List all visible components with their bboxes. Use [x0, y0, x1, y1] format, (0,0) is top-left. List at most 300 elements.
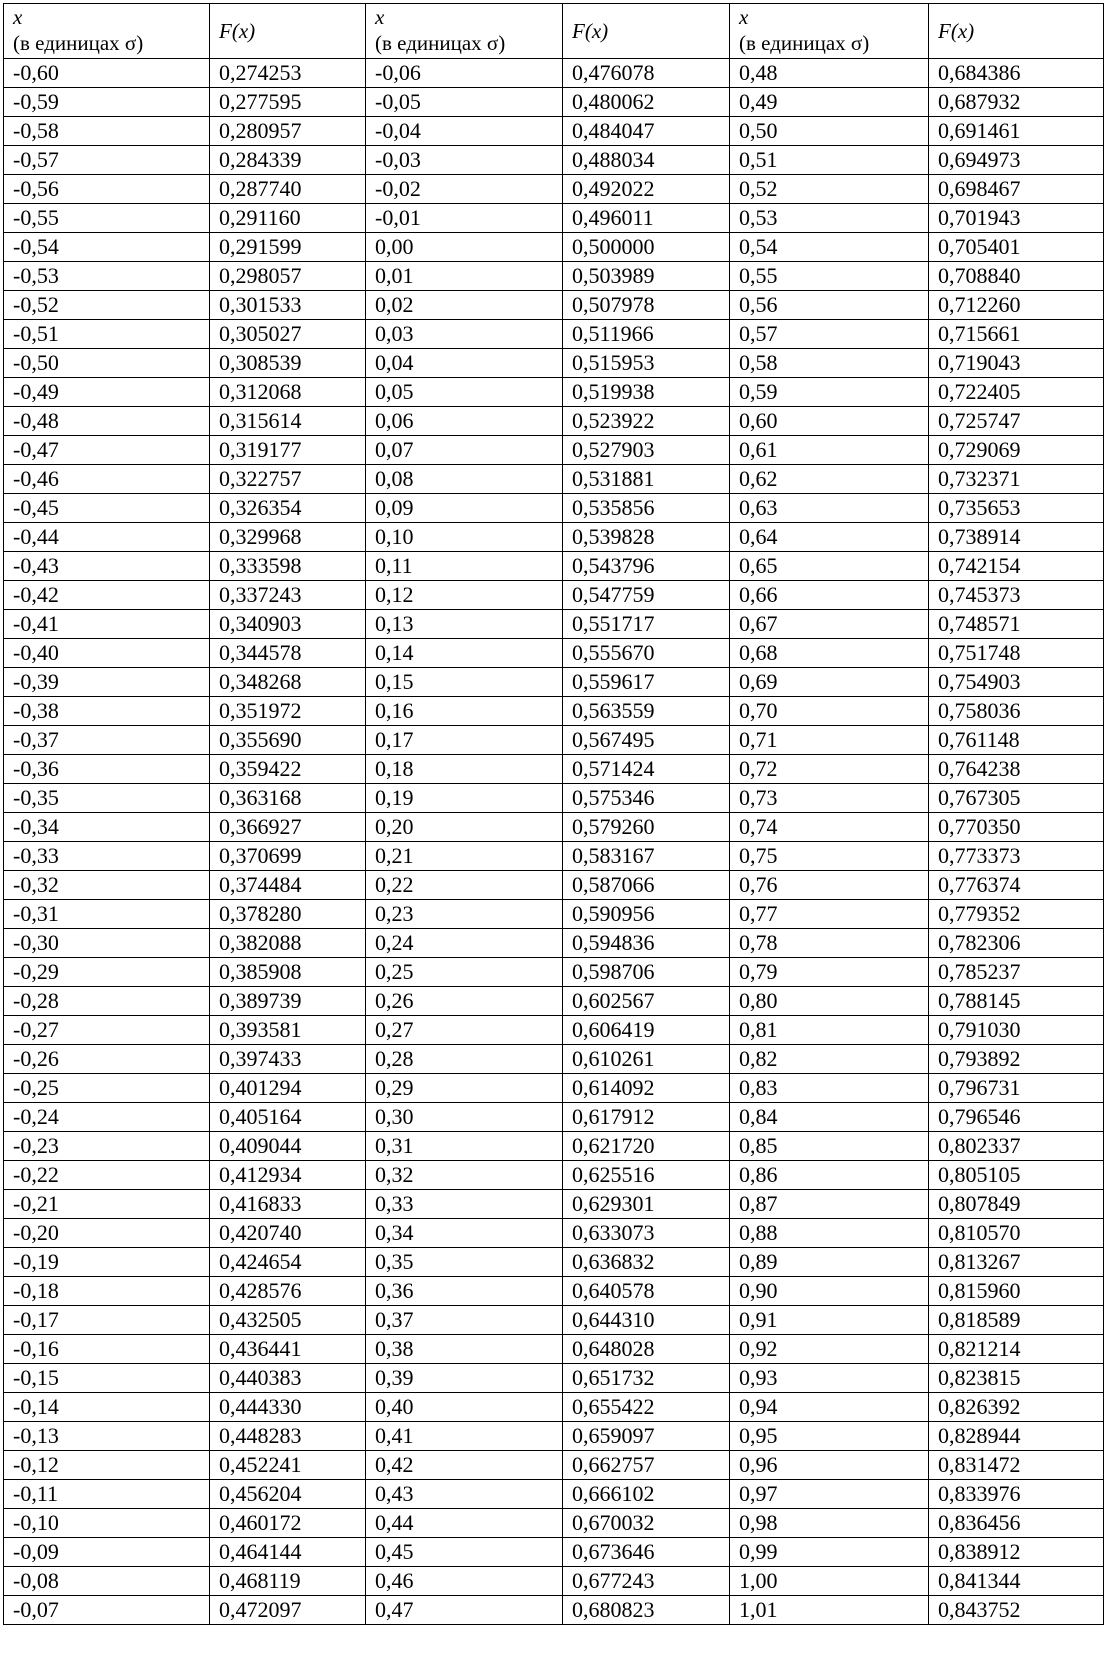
fx-cell: 0,823815	[929, 1364, 1104, 1393]
fx-cell: 0,815960	[929, 1277, 1104, 1306]
fx-cell: 0,274253	[210, 59, 366, 88]
fx-cell: 0,629301	[563, 1190, 730, 1219]
fx-cell: 0,587066	[563, 871, 730, 900]
table-row	[4, 1190, 1104, 1219]
fx-cell: 0,648028	[563, 1335, 730, 1364]
table-row	[4, 581, 1104, 610]
table-row	[4, 842, 1104, 871]
table-row	[4, 1074, 1104, 1103]
fx-cell: 0,464144	[210, 1538, 366, 1567]
fx-cell: 0,680823	[563, 1596, 730, 1625]
x-cell: -0,23	[4, 1132, 210, 1161]
x-cell: 0,00	[366, 233, 563, 262]
x-cell: -0,12	[4, 1451, 210, 1480]
x-cell: 0,39	[366, 1364, 563, 1393]
fx-cell: 0,428576	[210, 1277, 366, 1306]
fx-cell: 0,821214	[929, 1335, 1104, 1364]
fx-cell: 0,472097	[210, 1596, 366, 1625]
x-cell: 0,66	[730, 581, 929, 610]
x-cell: 0,16	[366, 697, 563, 726]
x-cell: 0,45	[366, 1538, 563, 1567]
x-cell: -0,60	[4, 59, 210, 88]
table-row	[4, 1480, 1104, 1509]
x-cell: 0,64	[730, 523, 929, 552]
fx-cell: 0,633073	[563, 1219, 730, 1248]
x-cell: -0,40	[4, 639, 210, 668]
fx-cell: 0,764238	[929, 755, 1104, 784]
x-cell: 0,85	[730, 1132, 929, 1161]
fx-cell: 0,754903	[929, 668, 1104, 697]
fx-cell: 0,818589	[929, 1306, 1104, 1335]
fx-cell: 0,412934	[210, 1161, 366, 1190]
fx-cell: 0,617912	[563, 1103, 730, 1132]
table-row	[4, 1335, 1104, 1364]
fx-cell: 0,405164	[210, 1103, 366, 1132]
table-row	[4, 929, 1104, 958]
fx-cell: 0,614092	[563, 1074, 730, 1103]
x-cell: 0,03	[366, 320, 563, 349]
x-cell: 0,06	[366, 407, 563, 436]
fx-cell: 0,519938	[563, 378, 730, 407]
table-row	[4, 233, 1104, 262]
x-cell: 0,25	[366, 958, 563, 987]
table-row	[4, 407, 1104, 436]
x-cell: -0,27	[4, 1016, 210, 1045]
fx-cell: 0,559617	[563, 668, 730, 697]
fx-cell: 0,732371	[929, 465, 1104, 494]
table-row	[4, 175, 1104, 204]
fx-cell: 0,287740	[210, 175, 366, 204]
fx-cell: 0,385908	[210, 958, 366, 987]
x-cell: -0,51	[4, 320, 210, 349]
x-cell: 0,61	[730, 436, 929, 465]
table-row	[4, 1538, 1104, 1567]
table-row	[4, 1364, 1104, 1393]
x-cell: 0,27	[366, 1016, 563, 1045]
table-row	[4, 1103, 1104, 1132]
x-cell: 0,53	[730, 204, 929, 233]
fx-cell: 0,782306	[929, 929, 1104, 958]
fx-cell: 0,284339	[210, 146, 366, 175]
x-cell: 0,34	[366, 1219, 563, 1248]
fx-cell: 0,684386	[929, 59, 1104, 88]
x-cell: 0,59	[730, 378, 929, 407]
x-cell: 0,73	[730, 784, 929, 813]
x-cell: -0,53	[4, 262, 210, 291]
x-cell: 0,41	[366, 1422, 563, 1451]
x-cell: 0,19	[366, 784, 563, 813]
x-cell: 0,36	[366, 1277, 563, 1306]
x-cell: 0,56	[730, 291, 929, 320]
x-cell: 0,28	[366, 1045, 563, 1074]
x-cell: 0,96	[730, 1451, 929, 1480]
fx-cell: 0,280957	[210, 117, 366, 146]
x-cell: -0,58	[4, 117, 210, 146]
table-row	[4, 1045, 1104, 1074]
fx-cell: 0,715661	[929, 320, 1104, 349]
fx-cell: 0,838912	[929, 1538, 1104, 1567]
x-cell: 0,30	[366, 1103, 563, 1132]
x-cell: 0,65	[730, 552, 929, 581]
x-cell: -0,45	[4, 494, 210, 523]
fx-cell: 0,440383	[210, 1364, 366, 1393]
x-cell: 0,98	[730, 1509, 929, 1538]
fx-cell: 0,698467	[929, 175, 1104, 204]
x-cell: 0,05	[366, 378, 563, 407]
fx-cell: 0,836456	[929, 1509, 1104, 1538]
fx-cell: 0,776374	[929, 871, 1104, 900]
fx-cell: 0,594836	[563, 929, 730, 958]
x-cell: 0,29	[366, 1074, 563, 1103]
fx-cell: 0,500000	[563, 233, 730, 262]
fx-cell: 0,424654	[210, 1248, 366, 1277]
table-row	[4, 262, 1104, 291]
fx-cell: 0,807849	[929, 1190, 1104, 1219]
header-x-col-2	[366, 4, 563, 59]
fx-cell: 0,420740	[210, 1219, 366, 1248]
table-row	[4, 204, 1104, 233]
x-cell: -0,31	[4, 900, 210, 929]
fx-cell: 0,621720	[563, 1132, 730, 1161]
x-cell: 0,62	[730, 465, 929, 494]
fx-cell: 0,687932	[929, 88, 1104, 117]
fx-cell: 0,416833	[210, 1190, 366, 1219]
x-cell: 0,26	[366, 987, 563, 1016]
x-cell: -0,55	[4, 204, 210, 233]
x-cell: 0,38	[366, 1335, 563, 1364]
x-cell: 0,82	[730, 1045, 929, 1074]
fx-cell: 0,523922	[563, 407, 730, 436]
fx-cell: 0,701943	[929, 204, 1104, 233]
x-cell: 0,44	[366, 1509, 563, 1538]
x-cell: 0,92	[730, 1335, 929, 1364]
x-cell: 0,63	[730, 494, 929, 523]
fx-cell: 0,515953	[563, 349, 730, 378]
x-cell: 0,33	[366, 1190, 563, 1219]
table-row	[4, 1422, 1104, 1451]
x-cell: 0,17	[366, 726, 563, 755]
fx-cell: 0,670032	[563, 1509, 730, 1538]
table-row	[4, 813, 1104, 842]
table-row	[4, 1161, 1104, 1190]
fx-cell: 0,547759	[563, 581, 730, 610]
x-cell: 0,12	[366, 581, 563, 610]
x-cell: 0,70	[730, 697, 929, 726]
fx-cell: 0,319177	[210, 436, 366, 465]
x-cell: 0,01	[366, 262, 563, 291]
table-row	[4, 465, 1104, 494]
fx-cell: 0,725747	[929, 407, 1104, 436]
x-cell: 0,75	[730, 842, 929, 871]
header-f-col-1: F(x)	[210, 4, 366, 59]
x-cell: 0,76	[730, 871, 929, 900]
header-row	[4, 4, 1104, 59]
x-cell: 0,48	[730, 59, 929, 88]
table-row	[4, 610, 1104, 639]
x-cell: 0,95	[730, 1422, 929, 1451]
x-cell: -0,17	[4, 1306, 210, 1335]
fx-cell: 0,742154	[929, 552, 1104, 581]
fx-cell: 0,694973	[929, 146, 1104, 175]
fx-cell: 0,393581	[210, 1016, 366, 1045]
x-cell: -0,22	[4, 1161, 210, 1190]
fx-cell: 0,298057	[210, 262, 366, 291]
fx-cell: 0,305027	[210, 320, 366, 349]
fx-cell: 0,555670	[563, 639, 730, 668]
fx-cell: 0,496011	[563, 204, 730, 233]
fx-cell: 0,355690	[210, 726, 366, 755]
fx-cell: 0,712260	[929, 291, 1104, 320]
fx-cell: 0,705401	[929, 233, 1104, 262]
header-f-col-2: F(x)	[563, 4, 730, 59]
x-cell: -0,34	[4, 813, 210, 842]
fx-cell: 0,625516	[563, 1161, 730, 1190]
x-cell: 0,97	[730, 1480, 929, 1509]
fx-cell: 0,333598	[210, 552, 366, 581]
fx-cell: 0,370699	[210, 842, 366, 871]
fx-cell: 0,366927	[210, 813, 366, 842]
x-cell: 0,89	[730, 1248, 929, 1277]
x-cell: 0,49	[730, 88, 929, 117]
x-cell: -0,47	[4, 436, 210, 465]
x-cell: 0,20	[366, 813, 563, 842]
fx-cell: 0,503989	[563, 262, 730, 291]
table-row	[4, 639, 1104, 668]
fx-cell: 0,436441	[210, 1335, 366, 1364]
x-cell: 0,40	[366, 1393, 563, 1422]
fx-cell: 0,326354	[210, 494, 366, 523]
fx-cell: 0,788145	[929, 987, 1104, 1016]
x-cell: 0,99	[730, 1538, 929, 1567]
header-x-unit: (в единицах σ)	[375, 31, 506, 55]
x-cell: 0,24	[366, 929, 563, 958]
x-cell: -0,03	[366, 146, 563, 175]
fx-cell: 0,468119	[210, 1567, 366, 1596]
fx-cell: 0,761148	[929, 726, 1104, 755]
x-cell: 0,47	[366, 1596, 563, 1625]
fx-cell: 0,460172	[210, 1509, 366, 1538]
fx-cell: 0,636832	[563, 1248, 730, 1277]
x-cell: -0,52	[4, 291, 210, 320]
fx-cell: 0,735653	[929, 494, 1104, 523]
fx-cell: 0,610261	[563, 1045, 730, 1074]
x-cell: -0,09	[4, 1538, 210, 1567]
x-cell: -0,42	[4, 581, 210, 610]
fx-cell: 0,448283	[210, 1422, 366, 1451]
x-cell: -0,11	[4, 1480, 210, 1509]
x-cell: 0,09	[366, 494, 563, 523]
x-cell: 0,42	[366, 1451, 563, 1480]
x-cell: -0,24	[4, 1103, 210, 1132]
x-cell: 0,84	[730, 1103, 929, 1132]
x-cell: -0,04	[366, 117, 563, 146]
table-row	[4, 958, 1104, 987]
fx-cell: 0,722405	[929, 378, 1104, 407]
x-cell: 0,13	[366, 610, 563, 639]
x-cell: 0,91	[730, 1306, 929, 1335]
fx-cell: 0,770350	[929, 813, 1104, 842]
x-cell: 1,00	[730, 1567, 929, 1596]
x-cell: -0,49	[4, 378, 210, 407]
table-row	[4, 436, 1104, 465]
normal-distribution-table	[3, 3, 1103, 1625]
fx-cell: 0,535856	[563, 494, 730, 523]
x-cell: -0,57	[4, 146, 210, 175]
x-cell: -0,44	[4, 523, 210, 552]
header-x-unit: (в единицах σ)	[13, 31, 144, 55]
fx-cell: 0,291160	[210, 204, 366, 233]
x-cell: -0,54	[4, 233, 210, 262]
fx-cell: 0,640578	[563, 1277, 730, 1306]
x-cell: -0,19	[4, 1248, 210, 1277]
fx-cell: 0,378280	[210, 900, 366, 929]
x-cell: 0,43	[366, 1480, 563, 1509]
fx-cell: 0,315614	[210, 407, 366, 436]
header-x-unit: (в единицах σ)	[739, 31, 870, 55]
x-cell: 0,55	[730, 262, 929, 291]
x-cell: 0,50	[730, 117, 929, 146]
x-cell: 0,87	[730, 1190, 929, 1219]
fx-cell: 0,340903	[210, 610, 366, 639]
table-header	[4, 4, 1104, 59]
x-cell: -0,29	[4, 958, 210, 987]
fx-cell: 0,598706	[563, 958, 730, 987]
table-row	[4, 784, 1104, 813]
fx-cell: 0,805105	[929, 1161, 1104, 1190]
x-cell: 0,80	[730, 987, 929, 1016]
fx-cell: 0,655422	[563, 1393, 730, 1422]
x-cell: 0,83	[730, 1074, 929, 1103]
x-cell: -0,28	[4, 987, 210, 1016]
table-row	[4, 726, 1104, 755]
x-cell: 0,90	[730, 1277, 929, 1306]
table-row	[4, 552, 1104, 581]
x-cell: -0,38	[4, 697, 210, 726]
table-row	[4, 117, 1104, 146]
x-cell: 0,11	[366, 552, 563, 581]
table-row	[4, 494, 1104, 523]
x-cell: -0,26	[4, 1045, 210, 1074]
fx-cell: 0,751748	[929, 639, 1104, 668]
fx-cell: 0,796731	[929, 1074, 1104, 1103]
fx-cell: 0,312068	[210, 378, 366, 407]
fx-cell: 0,773373	[929, 842, 1104, 871]
fx-cell: 0,359422	[210, 755, 366, 784]
fx-cell: 0,659097	[563, 1422, 730, 1451]
x-cell: 0,60	[730, 407, 929, 436]
x-cell: 0,31	[366, 1132, 563, 1161]
x-cell: 0,46	[366, 1567, 563, 1596]
x-cell: 0,02	[366, 291, 563, 320]
x-cell: 0,67	[730, 610, 929, 639]
fx-cell: 0,363168	[210, 784, 366, 813]
x-cell: -0,39	[4, 668, 210, 697]
x-cell: 0,86	[730, 1161, 929, 1190]
x-cell: 0,93	[730, 1364, 929, 1393]
x-cell: -0,08	[4, 1567, 210, 1596]
fx-cell: 0,527903	[563, 436, 730, 465]
table-row	[4, 88, 1104, 117]
fx-cell: 0,401294	[210, 1074, 366, 1103]
fx-cell: 0,322757	[210, 465, 366, 494]
fx-cell: 0,802337	[929, 1132, 1104, 1161]
fx-cell: 0,543796	[563, 552, 730, 581]
fx-cell: 0,828944	[929, 1422, 1104, 1451]
fx-cell: 0,480062	[563, 88, 730, 117]
table-row	[4, 320, 1104, 349]
fx-cell: 0,277595	[210, 88, 366, 117]
table-row	[4, 1306, 1104, 1335]
x-cell: 0,54	[730, 233, 929, 262]
x-cell: -0,05	[366, 88, 563, 117]
x-cell: 0,21	[366, 842, 563, 871]
table-row	[4, 1132, 1104, 1161]
fx-cell: 0,507978	[563, 291, 730, 320]
fx-cell: 0,511966	[563, 320, 730, 349]
fx-cell: 0,833976	[929, 1480, 1104, 1509]
x-cell: 0,74	[730, 813, 929, 842]
x-cell: 0,78	[730, 929, 929, 958]
fx-cell: 0,719043	[929, 349, 1104, 378]
x-cell: 0,71	[730, 726, 929, 755]
x-cell: -0,37	[4, 726, 210, 755]
header-x-label: x	[13, 5, 23, 29]
x-cell: 0,32	[366, 1161, 563, 1190]
fx-cell: 0,456204	[210, 1480, 366, 1509]
header-f-col-3: F(x)	[929, 4, 1104, 59]
x-cell: -0,30	[4, 929, 210, 958]
x-cell: -0,48	[4, 407, 210, 436]
x-cell: 0,88	[730, 1219, 929, 1248]
x-cell: -0,33	[4, 842, 210, 871]
fx-cell: 0,308539	[210, 349, 366, 378]
fx-cell: 0,745373	[929, 581, 1104, 610]
fx-cell: 0,539828	[563, 523, 730, 552]
fx-cell: 0,382088	[210, 929, 366, 958]
fx-cell: 0,389739	[210, 987, 366, 1016]
table-row	[4, 1016, 1104, 1045]
fx-cell: 0,793892	[929, 1045, 1104, 1074]
table-row	[4, 987, 1104, 1016]
table-row	[4, 1393, 1104, 1422]
fx-cell: 0,575346	[563, 784, 730, 813]
fx-cell: 0,691461	[929, 117, 1104, 146]
table-row	[4, 871, 1104, 900]
fx-cell: 0,796546	[929, 1103, 1104, 1132]
fx-cell: 0,831472	[929, 1451, 1104, 1480]
fx-cell: 0,590956	[563, 900, 730, 929]
x-cell: -0,50	[4, 349, 210, 378]
x-cell: -0,35	[4, 784, 210, 813]
fx-cell: 0,492022	[563, 175, 730, 204]
fx-cell: 0,810570	[929, 1219, 1104, 1248]
fx-cell: 0,551717	[563, 610, 730, 639]
x-cell: 0,72	[730, 755, 929, 784]
x-cell: 0,37	[366, 1306, 563, 1335]
x-cell: -0,59	[4, 88, 210, 117]
x-cell: -0,46	[4, 465, 210, 494]
fx-cell: 0,791030	[929, 1016, 1104, 1045]
fx-cell: 0,651732	[563, 1364, 730, 1393]
fx-cell: 0,758036	[929, 697, 1104, 726]
x-cell: 0,81	[730, 1016, 929, 1045]
table-row	[4, 59, 1104, 88]
table-row	[4, 1451, 1104, 1480]
table-row	[4, 697, 1104, 726]
table-row	[4, 1277, 1104, 1306]
fx-cell: 0,301533	[210, 291, 366, 320]
fx-cell: 0,444330	[210, 1393, 366, 1422]
